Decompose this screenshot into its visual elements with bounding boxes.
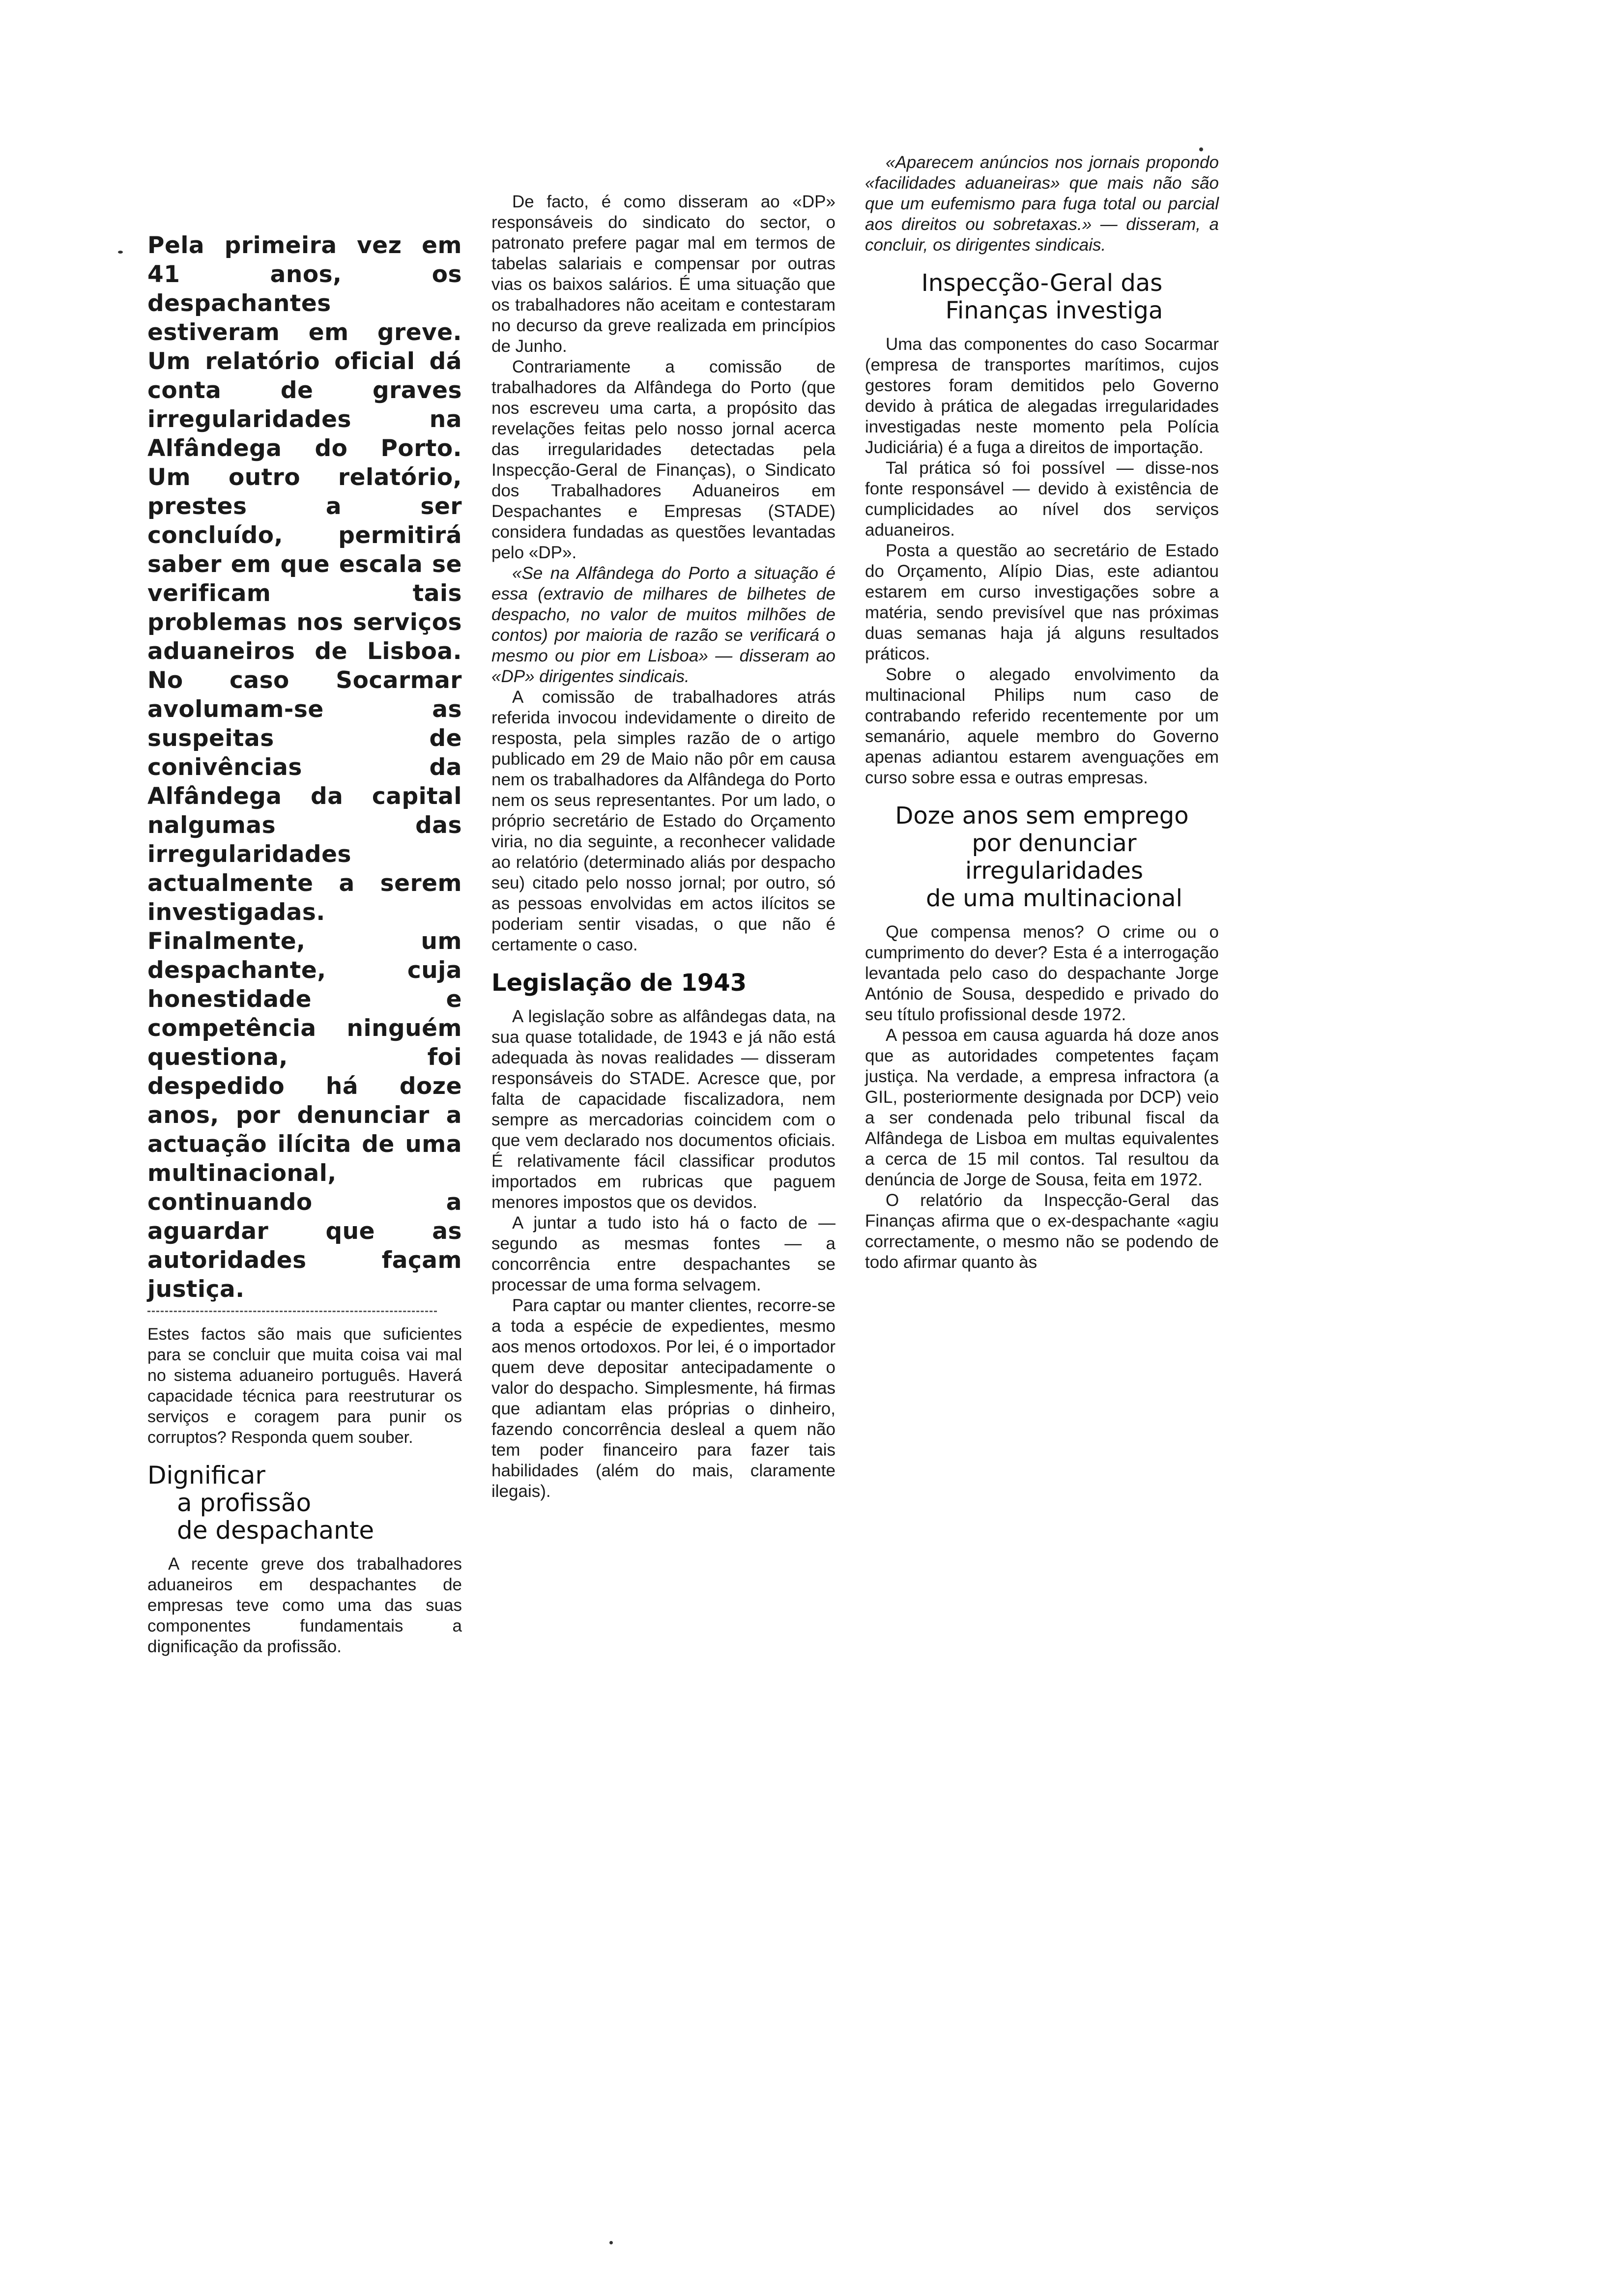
subheading-line: Doze anos sem emprego [895, 802, 1189, 830]
body-text [865, 334, 1219, 788]
paragraph: A juntar a tudo isto há o facto de — segundo as mesmas fontes — a concorrência entre despachantes se processar de uma forma selvagem. [491, 1213, 835, 1294]
subheading-line: a profissão [177, 1489, 312, 1517]
subheading-line: irregularidades [965, 857, 1144, 885]
paragraph: Posta a questão ao secretário de Estado do Orçamento, Alípio Dias, este adiantou estarem em curso investigações sobre a matéria, sendo previsível que nas próximas duas semanas haja já alguns resultados práticos. [865, 541, 1219, 663]
paragraph: Tal prática só foi possível — disse-nos fonte responsável — devido à existência de cumplicidades ao nível dos serviços aduaneiros. [865, 459, 1219, 540]
subheading-line: Inspecção-Geral das [921, 269, 1163, 297]
body-text [865, 922, 1219, 1273]
paragraph: De facto, é como disseram ao «DP» responsáveis do sindicato do sector, o patronato prefere pagar mal em termos de tabelas salariais e compensar por outras vias os baixos salários. É uma situação que os trabalhadores não aceitam e contestaram no decurso da greve realizada em princípios de Junho. [491, 192, 835, 356]
quote-paragraph: «Aparecem anúncios nos jornais propondo «facilidades aduaneiras» que mais não são que um eufemismo para fuga total ou parcial aos direitos ou sobretaxas.» — disseram, a concluir, os dirigentes sindicais. [865, 153, 1219, 255]
scan-speck [1199, 147, 1203, 151]
subheading-line: Dignificar [147, 1461, 265, 1490]
paragraph: A legislação sobre as alfândegas data, na sua quase totalidade, de 1943 e já não está adequada às novas realidades — disseram responsáveis do STADE. Acresce que, por falta de capacidade fiscalizadora, nem sempre as mercadorias coincidem com o que vem declarado nos documentos oficiais. É relativamente fácil classificar produtos importados em rubricas que paguem menores impostos que os devidos. [491, 1007, 835, 1212]
body-text [491, 192, 835, 955]
paragraph: Que compensa menos? O crime ou o cumprimento do dever? Esta é a interrogação levantada pelo caso do despachante Jorge António de Sousa, despedido e privado do seu título profissional desde 1972. [865, 922, 1219, 1024]
subheading-doze-anos [865, 802, 1219, 912]
paragraph: A comissão de trabalhadores atrás referida invocou indevidamente o direito de resposta, pela simples razão de o artigo publicado em 29 de Maio não pôr em causa nem os trabalhadores da Alfândega do Porto nem os seus representantes. Por um lado, o próprio secretário de Estado do Orçamento viria, no dia seguinte, a reconhecer validade ao relatório (determinado aliás por despacho seu) citado pelo nosso jornal; por outro, só as pessoas envolvidas em actos ilícitos se poderiam sentir visadas, o que não é certamente o caso. [491, 688, 835, 954]
left-column [147, 231, 462, 1657]
quote-paragraph: «Se na Alfândega do Porto a situação é essa (extravio de milhares de bilhetes de despacho, no valor de muitos milhões de contos) por maioria de razão se verificará o mesmo ou pior em Lisboa» — disseram ao «DP» dirigentes sindicais. [491, 564, 835, 686]
subheading-line: de despachante [177, 1516, 374, 1545]
subheading-line: Finanças investiga [945, 297, 1163, 324]
middle-column [491, 192, 835, 1502]
paragraph: O relatório da Inspecção-Geral das Finanças afirma que o ex-despachante «agiu correctamente, o mesmo não se podendo de todo afirmar quanto às [865, 1191, 1219, 1272]
subheading-line: por denunciar [972, 830, 1137, 857]
paragraph: A recente greve dos trabalhadores aduaneiros em despachantes de empresas teve como uma das suas componentes fundamentais a dignificação da profissão. [147, 1554, 462, 1656]
subheading-dignificar [147, 1462, 462, 1544]
lead-paragraph: Pela primeira vez em 41 anos, os despachantes estiveram em greve. Um relatório oficial dá conta de graves irregularidades na Alfândega do Porto. Um outro relatório, prestes a ser concluído, permitirá saber em que escala se verificam tais problemas nos serviços aduaneiros de Lisboa. No caso Socarmar avolumam-se as suspeitas de conivências da Alfândega da capital nalgumas das irregularidades actualmente a serem investigadas. Finalmente, um despachante, cuja honestidade e competência ninguém questiona, foi despedido há doze anos, por denunciar a actuação ilícita de uma multinacional, continuando a aguardar que as autoridades façam justiça. [147, 232, 462, 1303]
box-paragraph: Estes factos são mais que suficientes para se concluir que muita coisa vai mal no sistema aduaneiro português. Haverá capacidade técnica para reestruturar os serviços e coragem para punir os corruptos? Responda quem souber. [147, 1325, 462, 1447]
body-text [491, 1006, 835, 1502]
paragraph: Sobre o alegado envolvimento da multinacional Philips num caso de contrabando referido recentemente por um semanário, aquele membro do Governo apenas adiantou estarem avenguações em curso sobre essa e outras empresas. [865, 665, 1219, 787]
column-divider [147, 1311, 437, 1312]
scan-speck [118, 251, 123, 254]
paragraph: Para captar ou manter clientes, recorre-se a toda a espécie de expedientes, mesmo aos menos ortodoxos. Por lei, é o importador quem deve depositar antecipadamente o valor do despacho. Simplesmente, há firmas que adiantam elas próprias o dinheiro, fazendo concorrência desleal a quem não tem poder financeiro para fazer tais habilidades (além do mais, claramente ilegais). [491, 1296, 835, 1501]
scan-speck [609, 2241, 613, 2244]
body-text [147, 1554, 462, 1657]
paragraph: A pessoa em causa aguarda há doze anos que as autoridades competentes façam justiça. Na verdade, a empresa infractora (a GIL, posteriormente designada por DCP) veio a ser condenada pelo tribunal fiscal da Alfândega de Lisboa em multas equivalentes a cerca de 15 mil contos. Tal resultou da denúncia de Jorge de Sousa, feita em 1972. [865, 1026, 1219, 1189]
paragraph: Contrariamente a comissão de trabalhadores da Alfândega do Porto (que nos escreveu uma carta, a propósito das revelações feitas pelo nosso jornal acerca das irregularidades detectadas pela Inspecção-Geral de Finanças), o Sindicato dos Trabalhadores Aduaneiros em Despachantes e Empresas (STADE) considera fundadas as questões levantadas pelo «DP». [491, 357, 835, 562]
subheading-legislacao: Legislação de 1943 [491, 969, 747, 997]
paragraph: Uma das componentes do caso Socarmar (empresa de transportes marítimos, cujos gestores foram demitidos pelo Governo devido à prática de alegadas irregularidades investigadas neste momento pela Polícia Judiciária) é a fuga a direitos de importação. [865, 335, 1219, 457]
body-text [865, 152, 1219, 256]
subheading-inspeccao [865, 269, 1219, 324]
subheading-line: de uma multinacional [926, 885, 1182, 912]
right-column [865, 152, 1219, 1273]
